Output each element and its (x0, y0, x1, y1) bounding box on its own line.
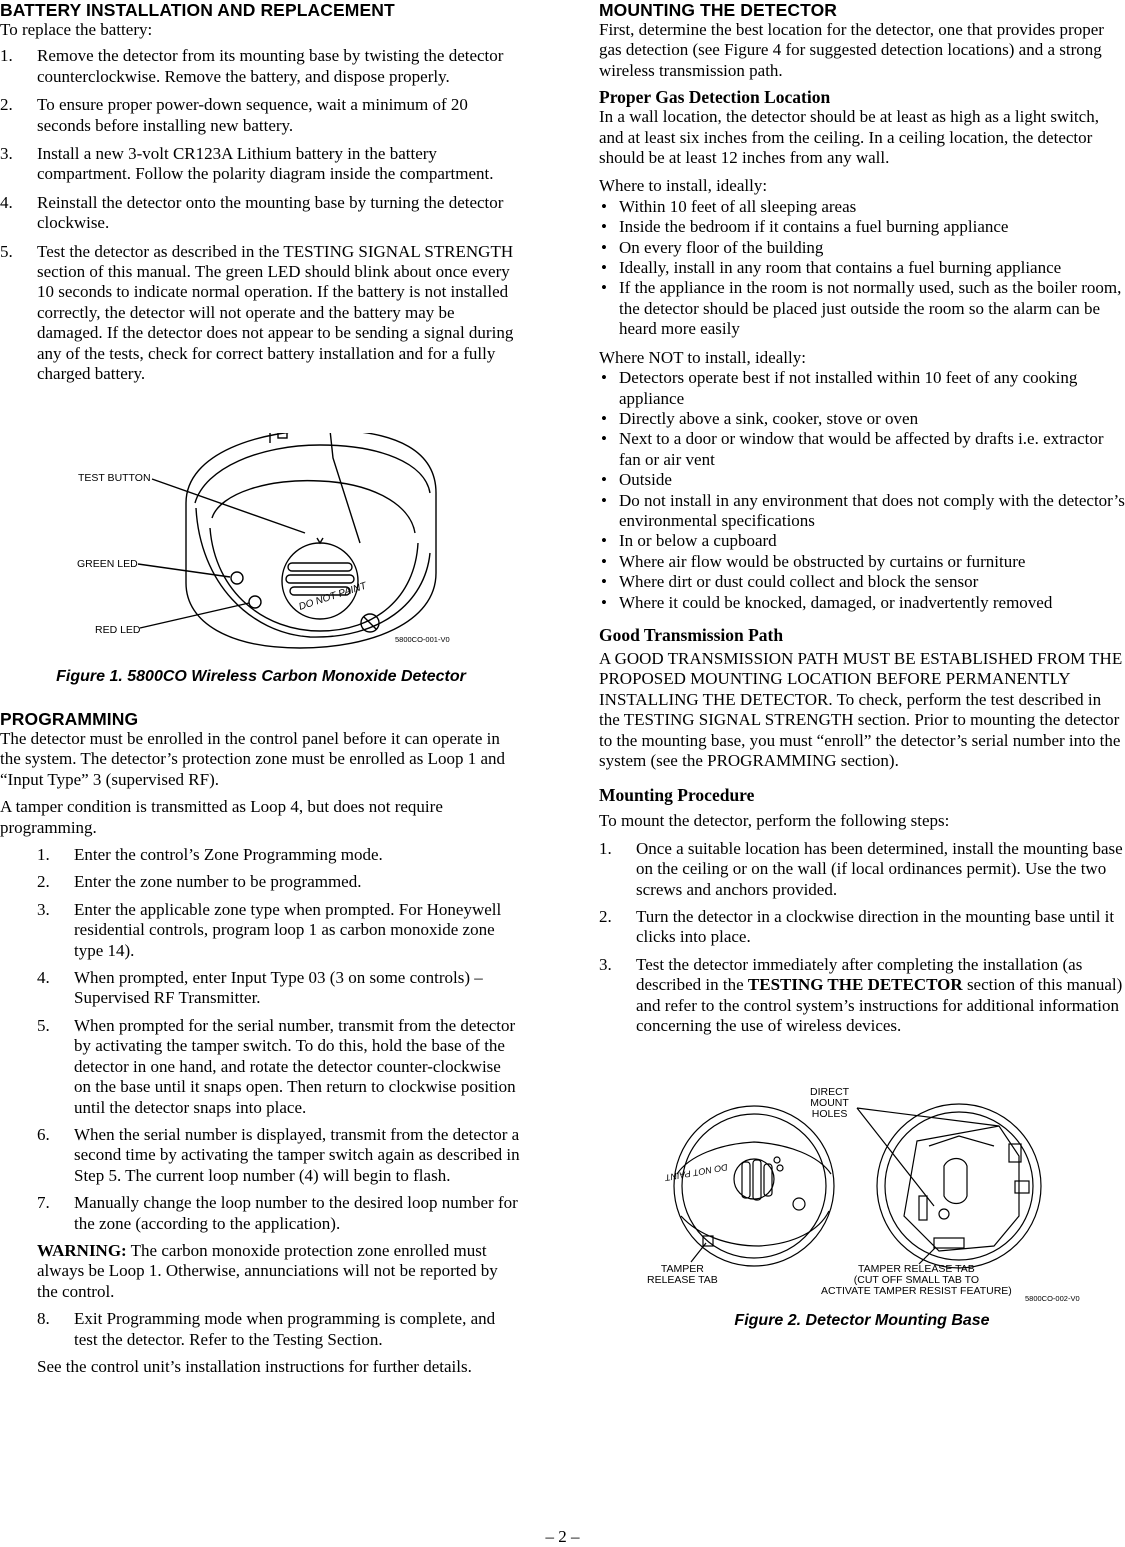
programming-para-2: A tamper condition is transmitted as Loop 4, but does not require programming. (0, 797, 443, 837)
gas-location-text: In a wall location, the detector should be at least as high as a light switch, and at least six inches from the ceiling. In a ceiling location, the detector should be at least 12 inches from any wall. (599, 107, 1099, 168)
mounting-section (599, 0, 1125, 1036)
programming-step: 2. Enter the zone number to be programmed. (37, 872, 362, 892)
tamper-release-cut-label: TAMPER RELEASE TAB (CUT OFF SMALL TAB TO ACTIVATE TAMPER RESIST FEATURE) (821, 1263, 1012, 1297)
tamper-release-tab-label: TAMPER RELEASE TAB (647, 1263, 718, 1286)
where-not-install-item: • Where air flow would be obstructed by curtains or furniture (601, 551, 1026, 571)
red-led-label: RED LED (95, 624, 141, 636)
figure-2 (599, 1086, 1125, 1308)
where-not-install-item: • Next to a door or window that would be affected by drafts i.e. extractor fan or air vent (601, 429, 1104, 469)
figure-1 (0, 433, 522, 653)
test-button-label: TEST BUTTON (78, 472, 151, 484)
do-not-paint-stamp-2: DO NOT PAINT (664, 1162, 729, 1183)
green-led-label: GREEN LED (77, 558, 138, 570)
battery-heading: BATTERY INSTALLATION AND REPLACEMENT (0, 0, 395, 20)
programming-step: 3. Enter the applicable zone type when prompted. For Honeywell residential controls, program loop 1 as carbon monoxide zone type 14). (37, 899, 502, 960)
battery-section (0, 0, 522, 385)
battery-step: 3. Install a new 3-volt CR123A Lithium battery in the battery compartment. Follow the polarity diagram inside the compartment. (0, 144, 494, 184)
programming-para-1: The detector must be enrolled in the control panel before it can operate in the system. The detector’s protection zone must be enrolled as Loop 1 and “Input Type” 3 (supervised RF). (0, 729, 505, 789)
mounting-step: 2. Turn the detector in a clockwise direction in the mounting base until it clicks into place. (599, 907, 1115, 947)
programming-step: 5. When prompted for the serial number, transmit from the detector by activating the tamper switch. To do this, hold the base of the detector in one hand, and rotate the detector counter-clockwise on the base until it snaps open. Then return to clockwise position until the detector snaps into place. (37, 1015, 516, 1117)
transmission-path-text: A GOOD TRANSMISSION PATH MUST BE ESTABLISHED FROM THE PROPOSED MOUNTING LOCATION BEFORE PERMANENTLY INSTALLING THE DETECTOR. To check, perform the test described in the TESTING SIGNAL STRENGTH section. Prior to mounting the detector to the mounting base, you must “enroll” the detector’s serial number into the system (see the PROGRAMMING section). (599, 648, 1123, 770)
battery-step: 5. Test the detector as described in the TESTING SIGNAL STRENGTH section of this manual. The green LED should blink about once every 10 seconds to indicate normal operation. If the battery is not installed correctly, the detector will not operate and the battery may be damaged. If the detector does not appear to be sending a signal during any of the tests, check for correct battery installation and for a fully charged battery. (0, 241, 514, 384)
mounting-step: 3. Test the detector immediately after completing the installation (as described in the TESTING THE DETECTOR section of this manual) and refer to the control system’s instructions for additional information concerning the use of wireless devices. (599, 954, 1123, 1036)
programming-warning (0, 1241, 522, 1302)
programming-heading: PROGRAMMING (0, 709, 139, 729)
where-not-install-item: • Directly above a sink, cooker, stove or oven (601, 408, 919, 428)
where-not-install-label: Where NOT to install, ideally: (599, 347, 806, 367)
where-install-item: • Inside the bedroom if it contains a fuel burning appliance (601, 217, 1009, 237)
figure-2-caption: Figure 2. Detector Mounting Base (734, 1312, 990, 1329)
warning-label: WARNING: (37, 1240, 127, 1260)
where-install-item: • Ideally, install in any room that contains a fuel burning appliance (601, 258, 1062, 278)
battery-step: 4. Reinstall the detector onto the mounting base by turning the detector clockwise. (0, 192, 504, 233)
mounting-procedure-intro: To mount the detector, perform the following steps: (599, 811, 950, 831)
figure-1-id: 5800CO-001-V0 (395, 635, 450, 644)
programming-closing: See the control unit’s installation instructions for further details. (37, 1356, 472, 1376)
page-number: – 2 – (545, 1527, 580, 1546)
battery-step: 2. To ensure proper power-down sequence, wait a minimum of 20 seconds before installing new battery. (0, 95, 468, 135)
mounting-intro: First, determine the best location for the detector, one that provides proper gas detection (see Figure 4 for suggested detection locations) and a strong wireless transmission path. (599, 20, 1104, 80)
do-not-paint-stamp: DO NOT PAINT (297, 580, 368, 613)
mounting-procedure-heading: Mounting Procedure (599, 785, 755, 806)
figure-2-id: 5800CO-002-V0 (1025, 1294, 1080, 1303)
where-install-label: Where to install, ideally: (599, 176, 768, 196)
where-not-install-item: • Outside (601, 470, 672, 490)
where-install-item: • If the appliance in the room is not normally used, such as the boiler room, the detector should be placed just outside the room so the alarm can be heard more easily (601, 278, 1122, 339)
programming-step: 6. When the serial number is displayed, transmit from the detector a second time by activating the tamper switch again as described in Step 5. The current loop number (4) will begin to flash. (37, 1124, 520, 1185)
warning-text: The carbon monoxide protection zone enrolled must always be Loop 1. Otherwise, annunciations will not be reported by the control. (37, 1240, 498, 1301)
testing-detector-ref: TESTING THE DETECTOR (747, 975, 963, 995)
gas-location-heading: Proper Gas Detection Location (599, 87, 831, 108)
where-not-install-item: • Where it could be knocked, damaged, or inadvertently removed (601, 592, 1053, 612)
where-not-install-item: • Do not install in any environment that does not comply with the detector’s environmental specifications (601, 490, 1125, 530)
where-not-install-item: • Detectors operate best if not installed within 10 feet of any cooking appliance (601, 368, 1078, 408)
where-install-item: • Within 10 feet of all sleeping areas (601, 196, 857, 216)
mounting-heading: MOUNTING THE DETECTOR (599, 0, 838, 20)
mounting-step: 1. Once a suitable location has been determined, install the mounting base on the ceiling or on the wall (if local ordinances permit). Use the two screws and anchors provided. (599, 838, 1123, 899)
transmission-path-heading: Good Transmission Path (599, 624, 784, 645)
programming-step: 4. When prompted, enter Input Type 03 (3 on some controls) – Supervised RF Transmitter. (37, 968, 483, 1008)
direct-mount-holes-label: DIRECT MOUNT HOLES (810, 1086, 850, 1120)
battery-step: 1. Remove the detector from its mounting base by twisting the detector counterclockwise. Remove the battery, and dispose properly. (0, 46, 504, 86)
figure-1-caption-wrap (0, 667, 522, 687)
where-not-install-item: • In or below a cupboard (601, 531, 777, 551)
programming-step: 1. Enter the control’s Zone Programming mode. (37, 845, 383, 865)
figure-1-caption: Figure 1. 5800CO Wireless Carbon Monoxide Detector (56, 668, 466, 685)
detector-illustration (0, 433, 522, 653)
where-not-install-item: • Where dirt or dust could collect and block the sensor (601, 572, 979, 592)
programming-step: 7. Manually change the loop number to the desired loop number for the zone (according to the application). (37, 1193, 518, 1233)
programming-section (0, 709, 522, 1377)
battery-intro: To replace the battery: (0, 20, 153, 39)
figure-2-caption-wrap (599, 1311, 1125, 1331)
where-install-item: • On every floor of the building (601, 237, 824, 257)
programming-step: 8. Exit Programming mode when programming is complete, and test the detector. Refer to the Testing Section. (37, 1309, 496, 1349)
